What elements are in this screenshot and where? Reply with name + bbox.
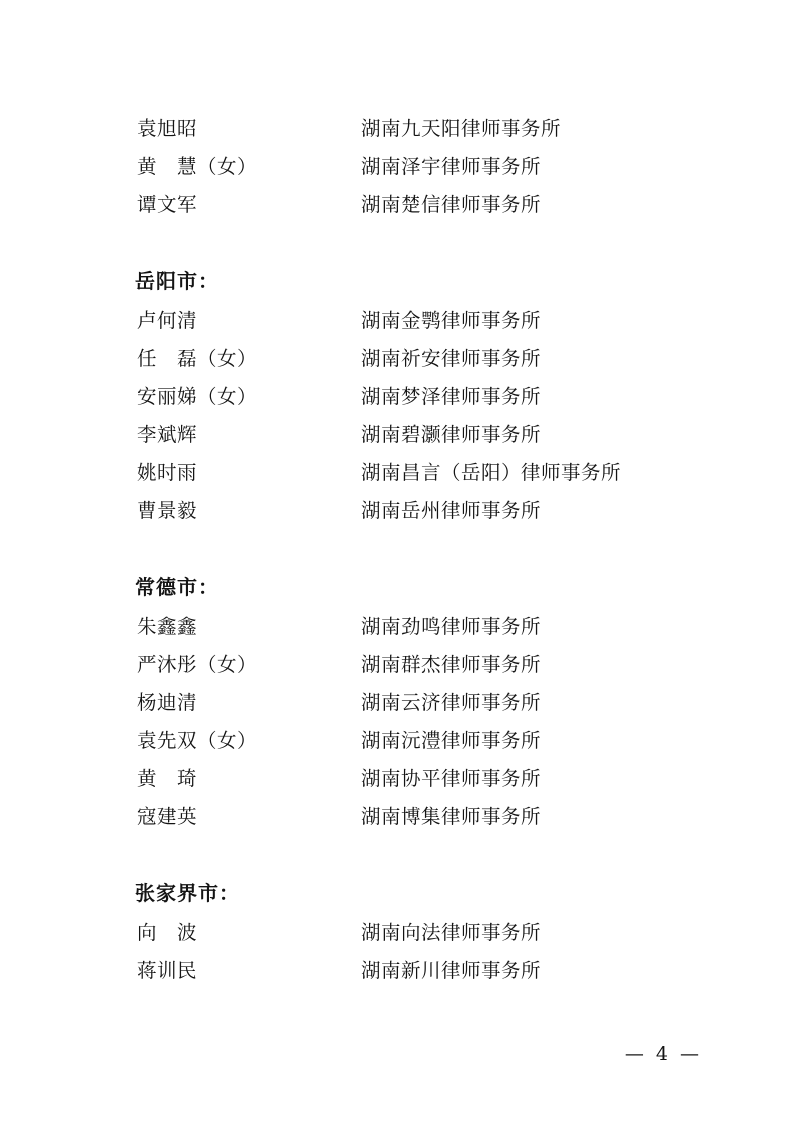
law-firm-name: 湖南协平律师事务所 bbox=[361, 767, 542, 790]
list-item bbox=[135, 186, 704, 224]
list-item bbox=[135, 684, 704, 722]
list-item bbox=[135, 722, 704, 760]
list-item bbox=[135, 492, 704, 530]
law-firm-name: 湖南劲鸣律师事务所 bbox=[361, 615, 542, 638]
lawyer-name: 向 波 bbox=[137, 921, 198, 944]
city-heading: 常德市： bbox=[135, 575, 219, 599]
lawyer-name: 杨迪清 bbox=[137, 691, 198, 714]
law-firm-name: 湖南碧灏律师事务所 bbox=[361, 423, 542, 446]
list-item bbox=[135, 798, 704, 836]
law-firm-name: 湖南向法律师事务所 bbox=[361, 921, 542, 944]
list-item bbox=[135, 760, 704, 798]
law-firm-name: 湖南新川律师事务所 bbox=[361, 959, 542, 982]
list-item bbox=[135, 110, 704, 148]
lawyer-name: 安丽娣（女） bbox=[137, 385, 258, 408]
list-item bbox=[135, 340, 704, 378]
law-firm-name: 湖南昌言（岳阳）律师事务所 bbox=[361, 461, 622, 484]
law-firm-name: 湖南群杰律师事务所 bbox=[361, 653, 542, 676]
lawyer-name: 蒋训民 bbox=[137, 959, 198, 982]
list-item bbox=[135, 952, 704, 990]
list-item bbox=[135, 454, 704, 492]
lawyer-name: 谭文军 bbox=[137, 193, 198, 216]
law-firm-name: 湖南祈安律师事务所 bbox=[361, 347, 542, 370]
lawyer-name: 黄 琦 bbox=[137, 767, 198, 790]
city-heading: 张家界市： bbox=[135, 881, 240, 905]
law-firm-name: 湖南云济律师事务所 bbox=[361, 691, 542, 714]
lawyer-name: 朱鑫鑫 bbox=[137, 615, 198, 638]
law-firm-name: 湖南九天阳律师事务所 bbox=[361, 117, 562, 140]
lawyer-name: 黄 慧（女） bbox=[137, 155, 258, 178]
page-number: — 4 — bbox=[624, 1043, 702, 1065]
lawyer-name: 曹景毅 bbox=[137, 499, 198, 522]
list-item bbox=[135, 646, 704, 684]
list-item bbox=[135, 914, 704, 952]
list-item bbox=[135, 416, 704, 454]
law-firm-name: 湖南博集律师事务所 bbox=[361, 805, 542, 828]
law-firm-name: 湖南金鹗律师事务所 bbox=[361, 309, 542, 332]
block-spacer bbox=[135, 530, 704, 568]
law-firm-name: 湖南梦泽律师事务所 bbox=[361, 385, 542, 408]
lawyer-name: 寇建英 bbox=[137, 805, 198, 828]
city-group bbox=[135, 110, 704, 224]
lawyer-name: 袁旭昭 bbox=[137, 117, 198, 140]
city-group bbox=[135, 874, 704, 990]
list-item bbox=[135, 608, 704, 646]
lawyer-name: 李斌辉 bbox=[137, 423, 198, 446]
law-firm-name: 湖南楚信律师事务所 bbox=[361, 193, 542, 216]
city-heading: 岳阳市： bbox=[135, 269, 219, 293]
lawyer-name: 任 磊（女） bbox=[137, 347, 258, 370]
lawyer-name: 姚时雨 bbox=[137, 461, 198, 484]
document-body bbox=[135, 110, 704, 990]
list-item bbox=[135, 148, 704, 186]
lawyer-name: 卢何清 bbox=[137, 309, 198, 332]
lawyer-name: 严沐彤（女） bbox=[137, 653, 258, 676]
law-firm-name: 湖南沅澧律师事务所 bbox=[361, 729, 542, 752]
city-group bbox=[135, 262, 704, 530]
block-spacer bbox=[135, 836, 704, 874]
list-item bbox=[135, 378, 704, 416]
law-firm-name: 湖南岳州律师事务所 bbox=[361, 499, 542, 522]
law-firm-name: 湖南泽宇律师事务所 bbox=[361, 155, 542, 178]
list-item bbox=[135, 302, 704, 340]
city-group bbox=[135, 568, 704, 836]
lawyer-name: 袁先双（女） bbox=[137, 729, 258, 752]
block-spacer bbox=[135, 224, 704, 262]
